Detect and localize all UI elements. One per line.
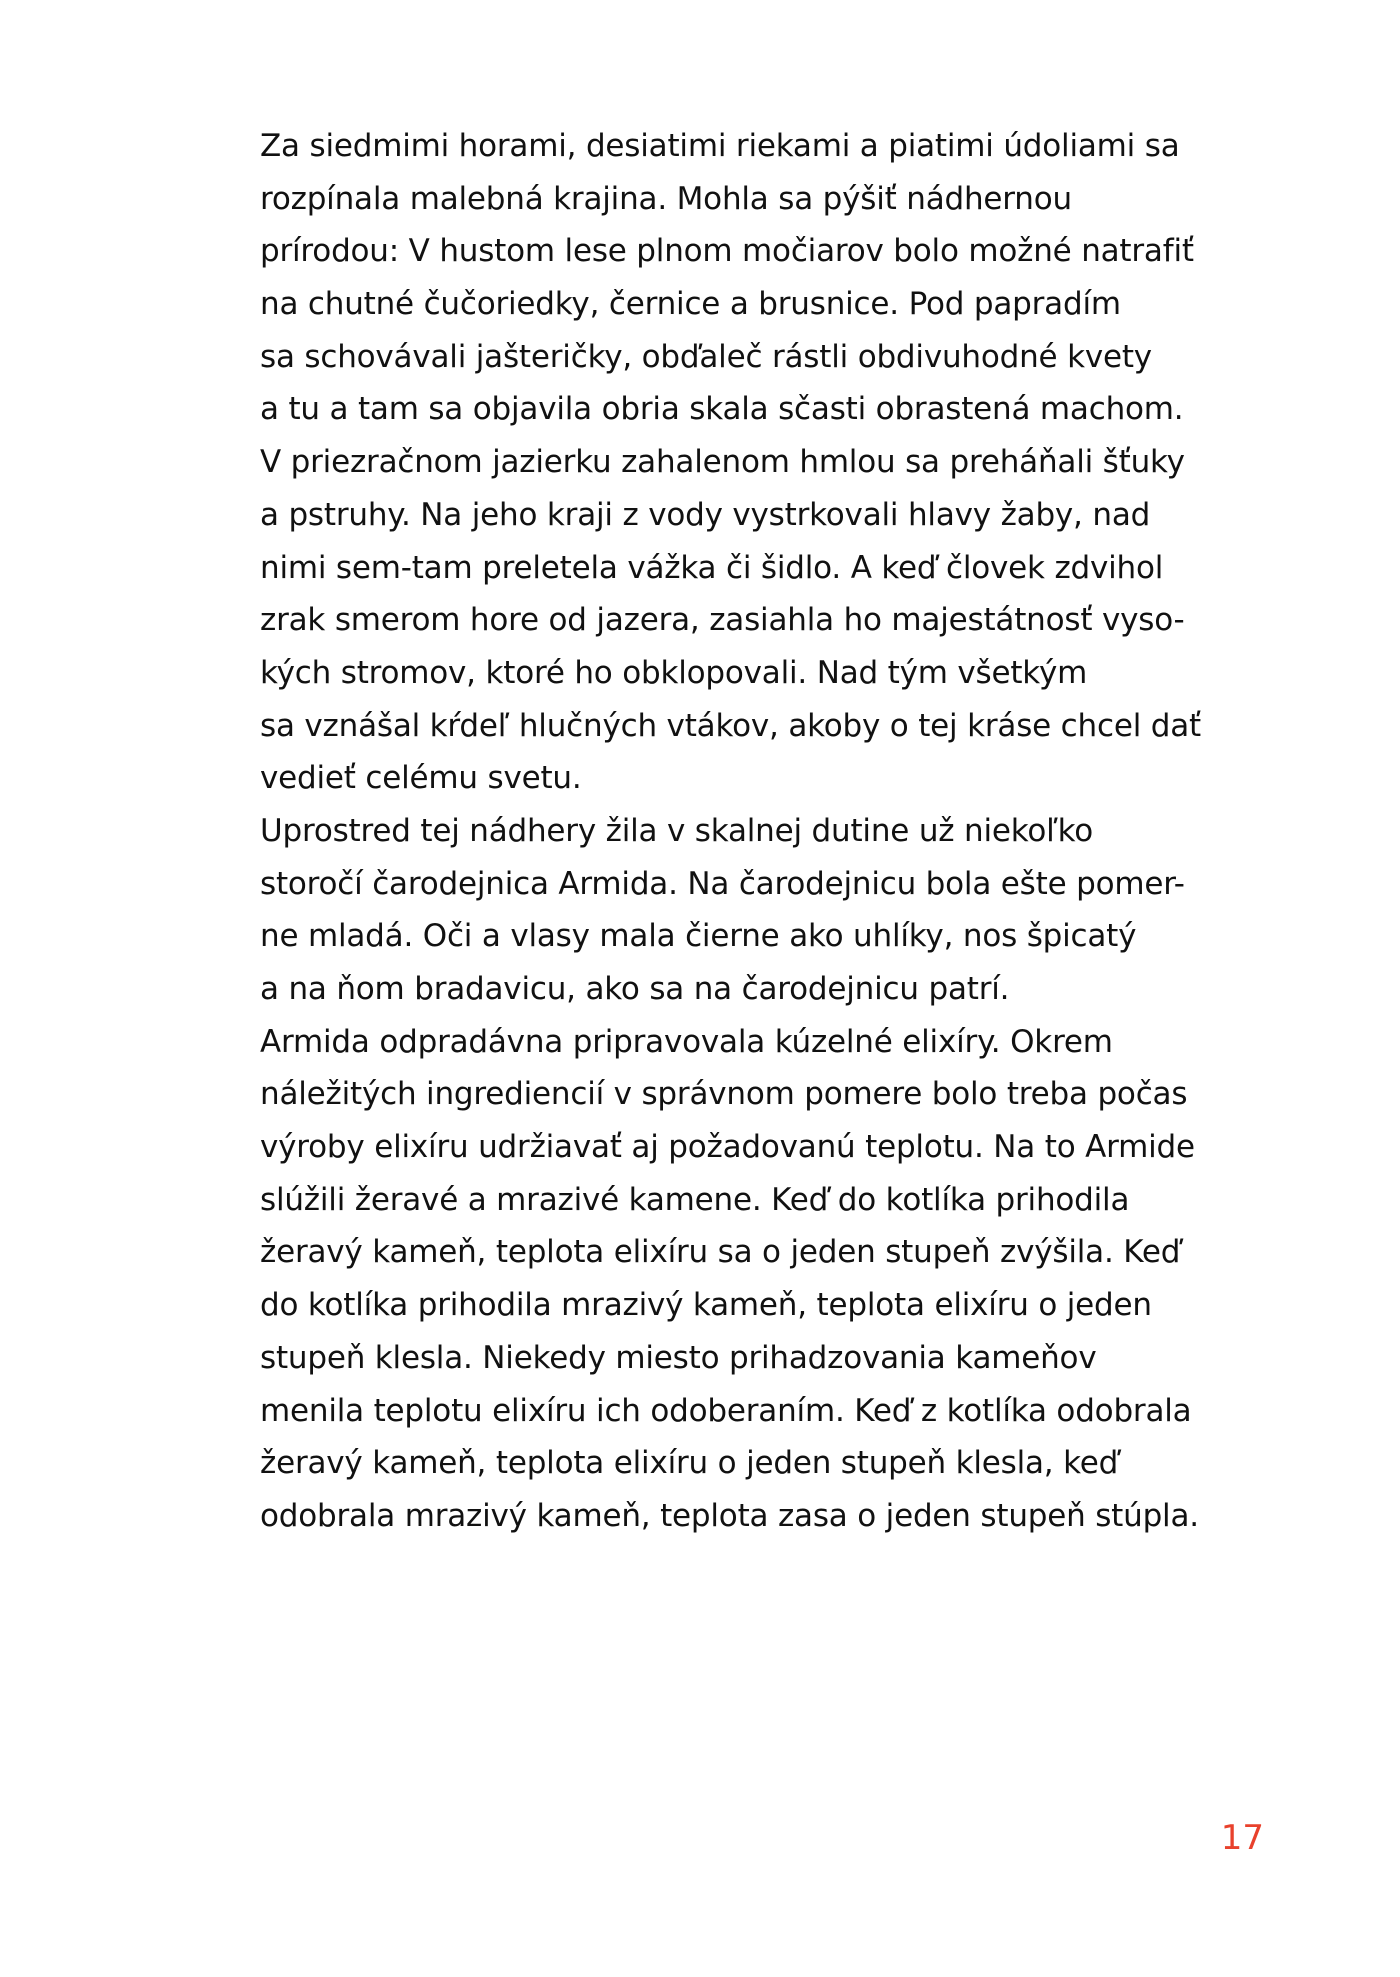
text-line: Za siedmimi horami, desiatimi riekami a piatimi údoliami sa xyxy=(260,128,1180,164)
text-line: slúžili žeravé a mrazivé kamene. Keď do kotlíka prihodila xyxy=(260,1181,1130,1218)
text-line: na chutné čučoriedky, černice a brusnice. Pod papradím xyxy=(260,286,1121,323)
body-text xyxy=(260,120,1260,1543)
text-line: Armida odpradávna pripravovala kúzelné elixíry. Okrem xyxy=(260,1023,1113,1060)
page-number: 17 xyxy=(1220,1818,1264,1858)
text-line: menila teplotu elixíru ich odoberaním. Keď z kotlíka odobrala xyxy=(260,1392,1192,1429)
text-line: prírodou: V hustom lese plnom močiarov bolo možné natrafiť xyxy=(260,233,1194,270)
text-line: Uprostred tej nádhery žila v skalnej dutine už niekoľko xyxy=(260,812,1093,849)
text-line: nimi sem-tam preletela vážka či šidlo. A keď človek zdvihol xyxy=(260,549,1164,586)
text-line: žeravý kameň, teplota elixíru sa o jeden stupeň zvýšila. Keď xyxy=(260,1234,1181,1271)
text-line: a tu a tam sa objavila obria skala sčasti obrastená machom. xyxy=(260,391,1184,428)
text-line: ne mladá. Oči a vlasy mala čierne ako uhlíky, nos špicatý xyxy=(260,918,1137,955)
text-line: sa schovávali jašteričky, obďaleč rástli obdivuhodné kvety xyxy=(260,338,1152,375)
text-line: žeravý kameň, teplota elixíru o jeden stupeň klesla, keď xyxy=(260,1445,1119,1482)
text-line: vedieť celému svetu. xyxy=(260,760,582,797)
text-line: stupeň klesla. Niekedy miesto prihadzovania kameňov xyxy=(260,1339,1097,1376)
text-line: zrak smerom hore od jazera, zasiahla ho majestátnosť vyso- xyxy=(260,602,1185,639)
text-line: kých stromov, ktoré ho obklopovali. Nad tým všetkým xyxy=(260,654,1088,691)
text-line: V priezračnom jazierku zahalenom hmlou sa preháňali šťuky xyxy=(260,444,1185,481)
text-line: do kotlíka prihodila mrazivý kameň, teplota elixíru o jeden xyxy=(260,1287,1152,1324)
text-line: výroby elixíru udržiavať aj požadovanú teplotu. Na to Armide xyxy=(260,1129,1195,1166)
text-line: sa vznášal kŕdeľ hlučných vtákov, akoby o tej kráse chcel dať xyxy=(260,707,1201,744)
text-line: storočí čarodejnica Armida. Na čarodejnicu bola ešte pomer- xyxy=(260,865,1185,902)
text-line: odobrala mrazivý kameň, teplota zasa o jeden stupeň stúpla. xyxy=(260,1497,1199,1534)
text-line: rozpínala malebná krajina. Mohla sa pýšiť nádhernou xyxy=(260,180,1072,217)
text-line: a na ňom bradavicu, ako sa na čarodejnicu patrí. xyxy=(260,971,1010,1007)
text-line: náležitých ingrediencií v správnom pomere bolo treba počas xyxy=(260,1076,1188,1113)
text-line: a pstruhy. Na jeho kraji z vody vystrkovali hlavy žaby, nad xyxy=(260,496,1151,533)
